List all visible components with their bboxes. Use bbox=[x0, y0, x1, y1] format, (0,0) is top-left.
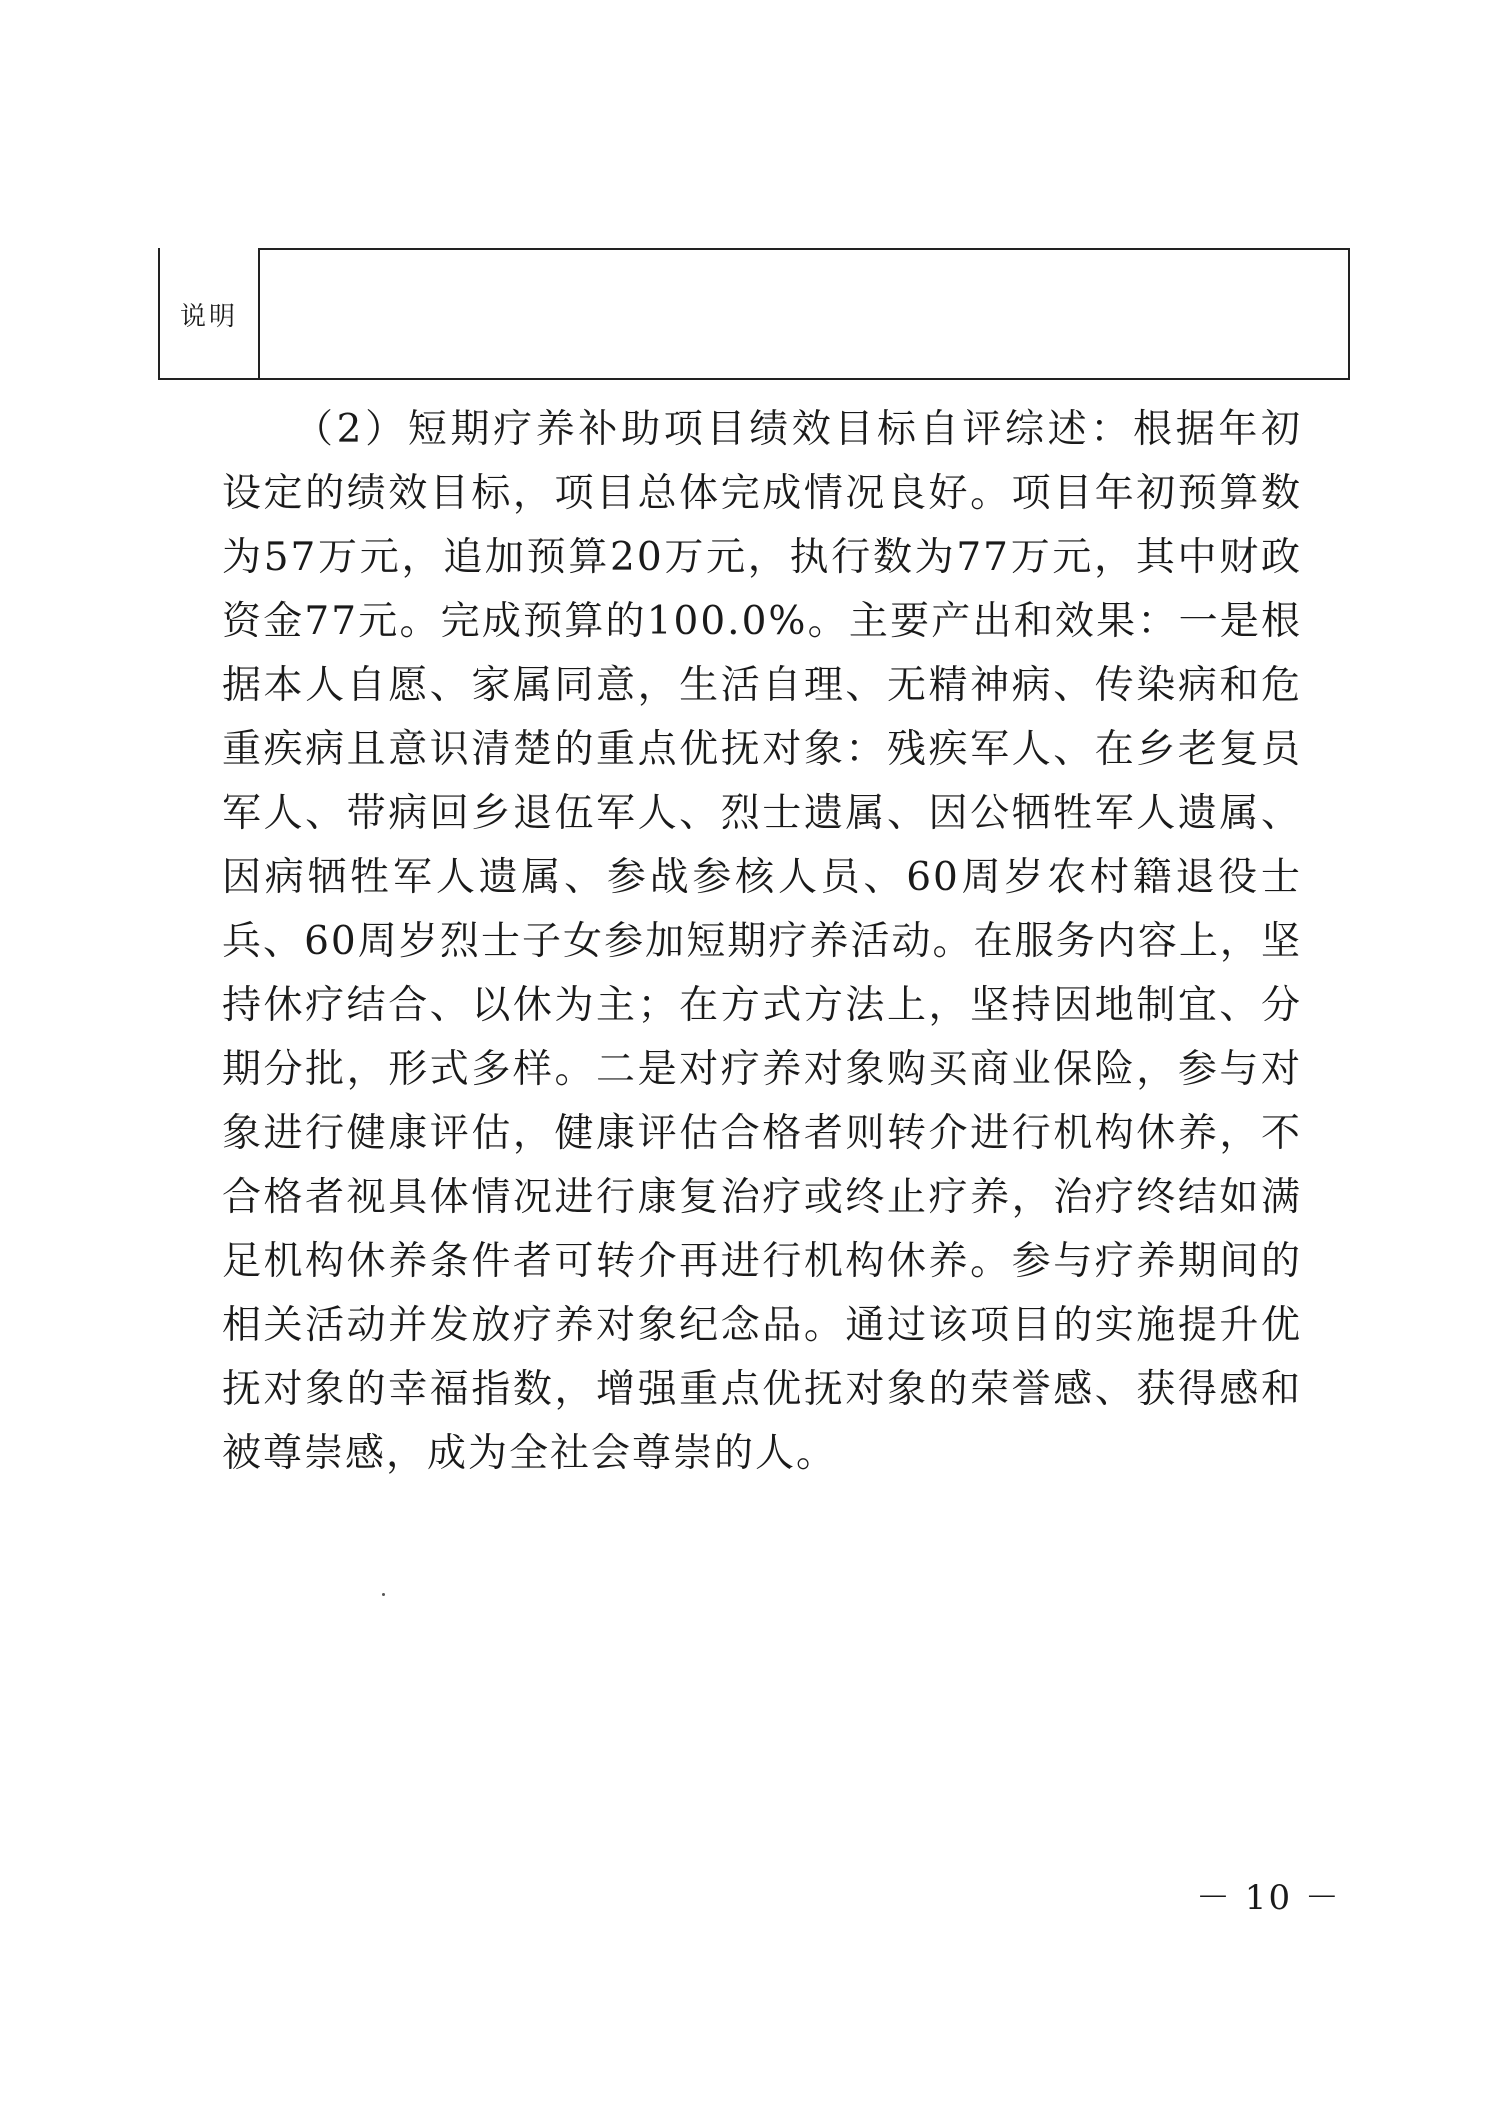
table-border-right bbox=[1348, 248, 1350, 378]
scan-speck bbox=[382, 1593, 385, 1596]
table-border-bottom bbox=[158, 378, 1350, 380]
explanation-table-row bbox=[158, 248, 1350, 380]
page-number: － 10 － bbox=[1196, 1878, 1341, 1918]
table-border-divider bbox=[258, 248, 260, 378]
explanation-label: 说明 bbox=[180, 302, 239, 332]
table-border-left bbox=[158, 248, 160, 378]
performance-summary-paragraph: （2）短期疗养补助项目绩效目标自评综述：根据年初设定的绩效目标，项目总体完成情况良好。项目年初预算数为57万元，追加预算20万元，执行数为77万元，其中财政资金77元。完成预算的100.0%。主要产出和效果：一是根据本人自愿、家属同意，生活自理、无精神病、传染病和危重疾病且意识清楚的重点优抚对象：残疾军人、在乡老复员军人、带病回乡退伍军人、烈士遗属、因公牺牲军人遗属、因病牺牲军人遗属、参战参核人员、60周岁农村籍退役士兵、60周岁烈士子女参加短期疗养活动。在服务内容上，坚持休疗结合、以休为主；在方式方法上，坚持因地制宜、分期分批，形式多样。二是对疗养对象购买商业保险，参与对象进行健康评估，健康评估合格者则转介进行机构休养，不合格者视具体情况进行康复治疗或终止疗养，治疗终结如满足机构休养条件者可转介再进行机构休养。参与疗养期间的相关活动并发放疗养对象纪念品。通过该项目的实施提升优抚对象的幸福指数，增强重点优抚对象的荣誉感、获得感和被尊崇感，成为全社会尊崇的人。 bbox=[222, 407, 1302, 1476]
table-border-top bbox=[258, 248, 1350, 250]
